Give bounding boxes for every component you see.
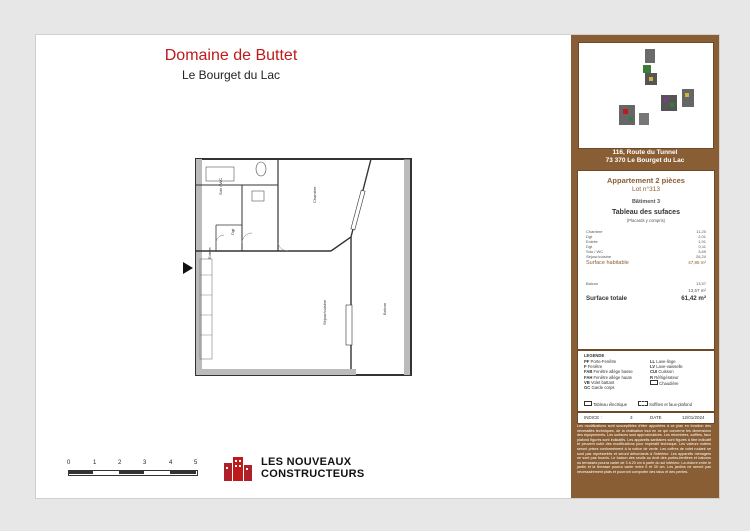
indice-label: INDICE : bbox=[584, 415, 602, 420]
company-logo bbox=[223, 453, 393, 483]
address-line-1: 116, Route du Tunnel bbox=[612, 149, 678, 156]
date-label: DATE bbox=[650, 415, 662, 420]
date-value: 12/01/2024 bbox=[682, 415, 705, 420]
plan-sheet bbox=[35, 34, 720, 499]
surface-table: Appartement 2 pièces Lot n°313 Bâtiment 3 Tableau des sufaces (Placards y compris) Chambre 11,20 Dgt 2,01 Entrée 1,91 Dgt 0,11 Sdo / WC 3,69 Séjour/cuisine 26,24 Surface habitable 47,85 m² Balcon 13,57 13,57 m² Surface totale 61,42 m² bbox=[577, 170, 715, 350]
balcon-row: Balcon 13,57 bbox=[586, 281, 706, 286]
project-location: Le Bourget du Lac bbox=[181, 68, 281, 82]
legend-box bbox=[577, 350, 715, 412]
surface-row: Séjour/cuisine 26,24 bbox=[586, 254, 706, 259]
logo-buildings-icon bbox=[223, 453, 257, 481]
surface-row: Dgt 0,11 bbox=[586, 244, 706, 249]
floor-plan bbox=[186, 155, 416, 380]
scale-label: 0 bbox=[67, 460, 71, 466]
table-subtitle: (Placards y compris) bbox=[626, 218, 666, 223]
project-title: Domaine de Buttet bbox=[164, 47, 298, 64]
scale-label: 2 bbox=[118, 460, 122, 466]
entrance-arrow-icon[interactable] bbox=[183, 262, 193, 274]
legend-tableau: Tableau électrique bbox=[584, 401, 627, 407]
disclaimer-text: Les modifications sont susceptibles d'être apportées à ce plan en fonction des nécessités techniques, de la réalisation tout en ce qui concerne les dimensions des équipements. Les surfaces sont approximatives. Les retombées, soffites, faux plafond figurés sont indicatifs. Les appareils sanitaires sont figurés à titre indicatif et peuvent subir des modifications pour impératif technique. Les valeurs notées seront prises conformément à la notice de vente. Les coffres de volet roulant ne sont pas représentés et seront débordants à l'intérieur. Les appareils ménagers ne sont pas fournis. Le balcon des seuils au droit des portes-fenêtres et balcons ou terrasses pourra varier de 3 à 20 cm à partir du sol intérieur. La cloture entre le jardin et la terrasse pourra varier entre 0 et 30 cm. Les jardins ne seront pas nécessairement plats et pourront comporter des talus et des pentes. bbox=[577, 424, 711, 474]
room-label-chambre: Chambre bbox=[312, 186, 317, 203]
scale-label: 3 bbox=[143, 460, 147, 466]
room-label-entree: Entrée bbox=[207, 247, 212, 259]
legend-title: LEGENDE bbox=[584, 353, 605, 358]
surface-row: Chambre 11,20 bbox=[586, 229, 706, 234]
scale-label: 5 bbox=[194, 460, 198, 466]
plan-reservation: PLAN DE RESERVATION bbox=[618, 407, 671, 412]
legend-soffites: Soffites et faux-plafond bbox=[638, 401, 692, 407]
indice-row bbox=[577, 412, 715, 424]
logo-line-2: CONSTRUCTEURS bbox=[261, 468, 365, 480]
lot-number: Lot n°313 bbox=[632, 186, 660, 193]
legend-left: PF Porte-Fenêtre F Fenêtre FAB Fenêtre allège basse FAH Fenêtre allège haute VB Volet battant GC Garde corps bbox=[584, 359, 633, 391]
building: Bâtiment 3 bbox=[631, 199, 661, 205]
table-title: Tableau des sufaces bbox=[612, 209, 680, 216]
address bbox=[571, 149, 719, 165]
surface-row: Sdo / WC 3,69 bbox=[586, 249, 706, 254]
room-label-dgt: Dgt bbox=[230, 228, 235, 235]
room-label-sejour: Séjour/cuisine bbox=[322, 299, 327, 325]
surface-habitable: Surface habitable 47,85 m² bbox=[586, 260, 706, 266]
legend-right: LL Lave-linge LV Lave-vaisselle CUI Cuisson R Réfrigérateur Chaudière bbox=[650, 359, 683, 386]
surface-row: Dgt 2,01 bbox=[586, 234, 706, 239]
apartment-type: Appartement 2 pièces bbox=[607, 176, 685, 185]
logo-line-1: LES NOUVEAUX bbox=[261, 456, 352, 468]
scale-label: 4 bbox=[169, 460, 173, 466]
room-label-balcon: Balcon bbox=[382, 302, 387, 315]
scale-label: 1 bbox=[93, 460, 97, 466]
surface-totale: Surface totale 61,42 m² bbox=[586, 295, 706, 302]
address-line-2: 73 370 Le Bourget du Lac bbox=[605, 157, 685, 164]
surface-row: Entrée 1,91 bbox=[586, 239, 706, 244]
room-label-sdo: Sdo / WC bbox=[218, 177, 223, 195]
indice-value: 3 bbox=[630, 415, 633, 420]
location-map bbox=[578, 42, 714, 149]
